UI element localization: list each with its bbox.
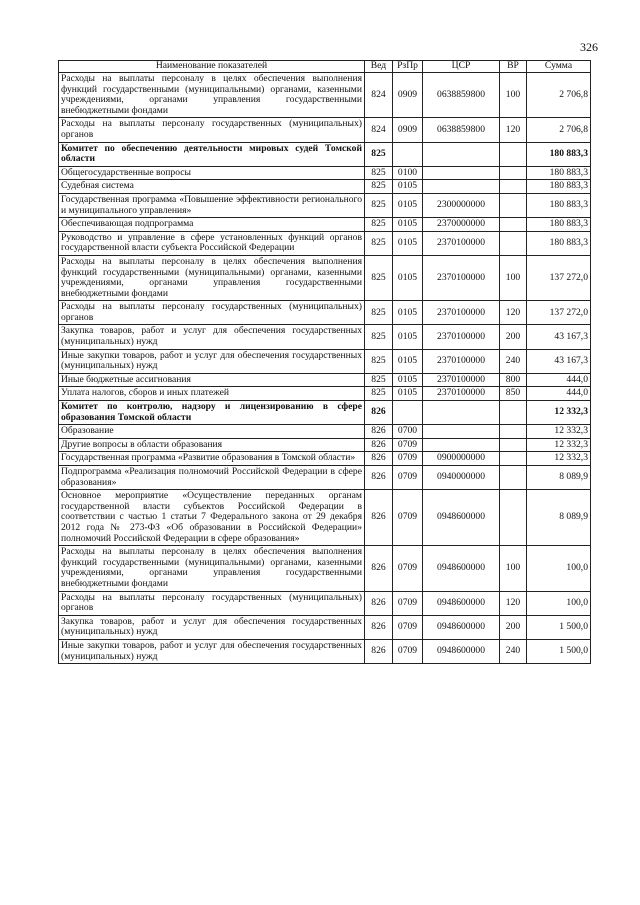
cell-name: Государственная программа «Развитие образования в Томской области» <box>59 452 365 466</box>
cell-name: Комитет по контролю, надзору и лицензированию в сфере образования Томской области <box>59 401 365 425</box>
table-row <box>59 325 591 349</box>
cell-vr <box>500 231 527 255</box>
cell-csr: 0948600000 <box>423 639 500 663</box>
cell-rzpr: 0709 <box>393 438 423 452</box>
cell-sum: 180 883,3 <box>527 218 591 232</box>
cell-vr <box>500 466 527 490</box>
table-row <box>59 452 591 466</box>
cell-name: Другие вопросы в области образования <box>59 438 365 452</box>
cell-vr: 200 <box>500 615 527 639</box>
cell-name: Основное мероприятие «Осуществление переданных органам государственной власти субъектов Российской Федерации в соответствии с частью 1 статьи 7 Федерального закона от 29 декабря 2012 года № 273-ФЗ «Об образовании в Российской Федерации» полномочий Российской Федерации в сфере образования» <box>59 490 365 546</box>
cell-rzpr: 0105 <box>393 373 423 387</box>
cell-name: Расходы на выплаты персоналу государственных (муниципальных) органов <box>59 591 365 615</box>
cell-name: Расходы на выплаты персоналу в целях обеспечения выполнения функций государственными (муниципальными) органами, казенными учреждениями, органами управления государственными внебюджетными фондами <box>59 73 365 118</box>
cell-name: Расходы на выплаты персоналу государственных (муниципальных) органов <box>59 301 365 325</box>
page-number: 326 <box>580 40 598 54</box>
cell-ved: 826 <box>365 452 393 466</box>
cell-csr: 0948600000 <box>423 615 500 639</box>
cell-name: Комитет по обеспечению деятельности мировых судей Томской области <box>59 142 365 166</box>
cell-ved: 826 <box>365 438 393 452</box>
cell-rzpr: 0105 <box>393 180 423 194</box>
cell-name: Иные закупки товаров, работ и услуг для обеспечения государственных (муниципальных) нужд <box>59 349 365 373</box>
cell-name: Иные бюджетные ассигнования <box>59 373 365 387</box>
cell-ved: 826 <box>365 615 393 639</box>
cell-vr: 100 <box>500 546 527 591</box>
cell-sum: 8 089,9 <box>527 466 591 490</box>
cell-ved: 825 <box>365 166 393 180</box>
table-row <box>59 591 591 615</box>
cell-csr <box>423 166 500 180</box>
cell-rzpr: 0105 <box>393 218 423 232</box>
cell-rzpr: 0100 <box>393 166 423 180</box>
table-row <box>59 490 591 546</box>
table-row <box>59 301 591 325</box>
table-row <box>59 373 591 387</box>
cell-csr: 2370000000 <box>423 218 500 232</box>
cell-sum: 137 272,0 <box>527 301 591 325</box>
cell-ved: 825 <box>365 301 393 325</box>
cell-vr: 800 <box>500 373 527 387</box>
cell-sum: 444,0 <box>527 373 591 387</box>
cell-ved: 826 <box>365 425 393 439</box>
cell-name: Судебная система <box>59 180 365 194</box>
cell-name: Расходы на выплаты персоналу государственных (муниципальных) органов <box>59 118 365 142</box>
cell-rzpr <box>393 401 423 425</box>
cell-sum: 100,0 <box>527 591 591 615</box>
cell-name: Иные закупки товаров, работ и услуг для обеспечения государственных (муниципальных) нужд <box>59 639 365 663</box>
cell-ved: 826 <box>365 466 393 490</box>
budget-table <box>58 60 591 664</box>
cell-csr: 2370100000 <box>423 255 500 300</box>
cell-sum: 180 883,3 <box>527 231 591 255</box>
cell-sum: 43 167,3 <box>527 325 591 349</box>
header-vr: ВР <box>500 61 527 73</box>
cell-vr <box>500 452 527 466</box>
cell-ved: 825 <box>365 387 393 401</box>
table-header <box>59 61 591 73</box>
cell-name: Образование <box>59 425 365 439</box>
cell-ved: 825 <box>365 231 393 255</box>
cell-sum: 12 332,3 <box>527 452 591 466</box>
cell-csr: 0940000000 <box>423 466 500 490</box>
cell-ved: 826 <box>365 591 393 615</box>
cell-name: Государственная программа «Повышение эффективности регионального и муниципального управления» <box>59 193 365 217</box>
cell-ved: 824 <box>365 118 393 142</box>
cell-rzpr: 0709 <box>393 591 423 615</box>
cell-vr: 100 <box>500 255 527 300</box>
table-row <box>59 546 591 591</box>
cell-csr: 2370100000 <box>423 231 500 255</box>
cell-ved: 825 <box>365 373 393 387</box>
header-name: Наименование показателей <box>59 61 365 73</box>
cell-sum: 137 272,0 <box>527 255 591 300</box>
cell-vr: 200 <box>500 325 527 349</box>
cell-csr: 0948600000 <box>423 490 500 546</box>
table-row <box>59 193 591 217</box>
cell-rzpr: 0709 <box>393 639 423 663</box>
cell-sum: 1 500,0 <box>527 639 591 663</box>
cell-ved: 825 <box>365 142 393 166</box>
cell-rzpr: 0700 <box>393 425 423 439</box>
table-row <box>59 425 591 439</box>
table-row <box>59 639 591 663</box>
cell-rzpr: 0909 <box>393 73 423 118</box>
cell-sum: 12 332,3 <box>527 401 591 425</box>
cell-rzpr: 0105 <box>393 255 423 300</box>
cell-sum: 2 706,8 <box>527 73 591 118</box>
cell-vr <box>500 425 527 439</box>
cell-vr <box>500 438 527 452</box>
cell-csr <box>423 180 500 194</box>
cell-vr <box>500 193 527 217</box>
cell-vr: 240 <box>500 639 527 663</box>
cell-csr: 0948600000 <box>423 591 500 615</box>
cell-rzpr: 0105 <box>393 325 423 349</box>
cell-name: Закупка товаров, работ и услуг для обеспечения государственных (муниципальных) нужд <box>59 615 365 639</box>
cell-csr: 2370100000 <box>423 373 500 387</box>
table-row <box>59 73 591 118</box>
cell-ved: 825 <box>365 193 393 217</box>
cell-sum: 444,0 <box>527 387 591 401</box>
cell-rzpr: 0909 <box>393 118 423 142</box>
cell-csr: 0638859800 <box>423 118 500 142</box>
cell-vr: 100 <box>500 73 527 118</box>
table-row <box>59 438 591 452</box>
table-row <box>59 349 591 373</box>
cell-vr: 120 <box>500 118 527 142</box>
cell-csr: 2370100000 <box>423 301 500 325</box>
table-row <box>59 218 591 232</box>
cell-sum: 180 883,3 <box>527 180 591 194</box>
cell-csr: 2370100000 <box>423 349 500 373</box>
cell-rzpr: 0709 <box>393 615 423 639</box>
cell-rzpr: 0105 <box>393 387 423 401</box>
cell-vr <box>500 401 527 425</box>
cell-csr: 0638859800 <box>423 73 500 118</box>
cell-ved: 825 <box>365 349 393 373</box>
table-body <box>59 73 591 664</box>
cell-sum: 43 167,3 <box>527 349 591 373</box>
table-row <box>59 387 591 401</box>
table-row <box>59 142 591 166</box>
cell-csr <box>423 142 500 166</box>
cell-rzpr: 0105 <box>393 193 423 217</box>
cell-sum: 2 706,8 <box>527 118 591 142</box>
cell-name: Расходы на выплаты персоналу в целях обеспечения выполнения функций государственными (муниципальными) органами, казенными учреждениями, органами управления государственными внебюджетными фондами <box>59 255 365 300</box>
cell-csr: 2300000000 <box>423 193 500 217</box>
table-row <box>59 231 591 255</box>
table-row <box>59 466 591 490</box>
cell-vr <box>500 142 527 166</box>
cell-ved: 826 <box>365 546 393 591</box>
cell-vr: 120 <box>500 591 527 615</box>
cell-rzpr: 0105 <box>393 301 423 325</box>
cell-sum: 12 332,3 <box>527 438 591 452</box>
header-ved: Вед <box>365 61 393 73</box>
cell-sum: 1 500,0 <box>527 615 591 639</box>
cell-name: Руководство и управление в сфере установленных функций органов государственной власти субъекта Российской Федерации <box>59 231 365 255</box>
cell-rzpr: 0105 <box>393 349 423 373</box>
cell-rzpr: 0709 <box>393 466 423 490</box>
cell-sum: 100,0 <box>527 546 591 591</box>
cell-name: Общегосударственные вопросы <box>59 166 365 180</box>
cell-ved: 826 <box>365 490 393 546</box>
cell-csr <box>423 438 500 452</box>
table-row <box>59 401 591 425</box>
table-row <box>59 255 591 300</box>
cell-vr: 120 <box>500 301 527 325</box>
cell-ved: 826 <box>365 401 393 425</box>
cell-csr: 0900000000 <box>423 452 500 466</box>
cell-sum: 180 883,3 <box>527 166 591 180</box>
cell-name: Закупка товаров, работ и услуг для обеспечения государственных (муниципальных) нужд <box>59 325 365 349</box>
cell-vr: 850 <box>500 387 527 401</box>
table-row <box>59 180 591 194</box>
cell-sum: 12 332,3 <box>527 425 591 439</box>
cell-vr <box>500 166 527 180</box>
table-row <box>59 118 591 142</box>
cell-ved: 825 <box>365 180 393 194</box>
header-csr: ЦСР <box>423 61 500 73</box>
cell-name: Обеспечивающая подпрограмма <box>59 218 365 232</box>
cell-vr <box>500 490 527 546</box>
cell-vr <box>500 218 527 232</box>
cell-rzpr: 0709 <box>393 452 423 466</box>
header-rzpr: РзПр <box>393 61 423 73</box>
cell-csr <box>423 401 500 425</box>
cell-ved: 826 <box>365 639 393 663</box>
cell-csr: 2370100000 <box>423 387 500 401</box>
cell-csr <box>423 425 500 439</box>
cell-name: Расходы на выплаты персоналу в целях обеспечения выполнения функций государственными (муниципальными) органами, казенными учреждениями, органами управления государственными внебюджетными фондами <box>59 546 365 591</box>
cell-ved: 825 <box>365 255 393 300</box>
cell-rzpr: 0105 <box>393 231 423 255</box>
table-row <box>59 615 591 639</box>
header-sum: Сумма <box>527 61 591 73</box>
table-row <box>59 166 591 180</box>
cell-name: Подпрограмма «Реализация полномочий Российской Федерации в сфере образования» <box>59 466 365 490</box>
cell-ved: 824 <box>365 73 393 118</box>
cell-vr <box>500 180 527 194</box>
cell-sum: 180 883,3 <box>527 142 591 166</box>
cell-ved: 825 <box>365 218 393 232</box>
cell-name: Уплата налогов, сборов и иных платежей <box>59 387 365 401</box>
cell-ved: 825 <box>365 325 393 349</box>
cell-sum: 180 883,3 <box>527 193 591 217</box>
cell-rzpr <box>393 142 423 166</box>
cell-vr: 240 <box>500 349 527 373</box>
cell-csr: 0948600000 <box>423 546 500 591</box>
cell-rzpr: 0709 <box>393 490 423 546</box>
cell-csr: 2370100000 <box>423 325 500 349</box>
cell-sum: 8 089,9 <box>527 490 591 546</box>
cell-rzpr: 0709 <box>393 546 423 591</box>
